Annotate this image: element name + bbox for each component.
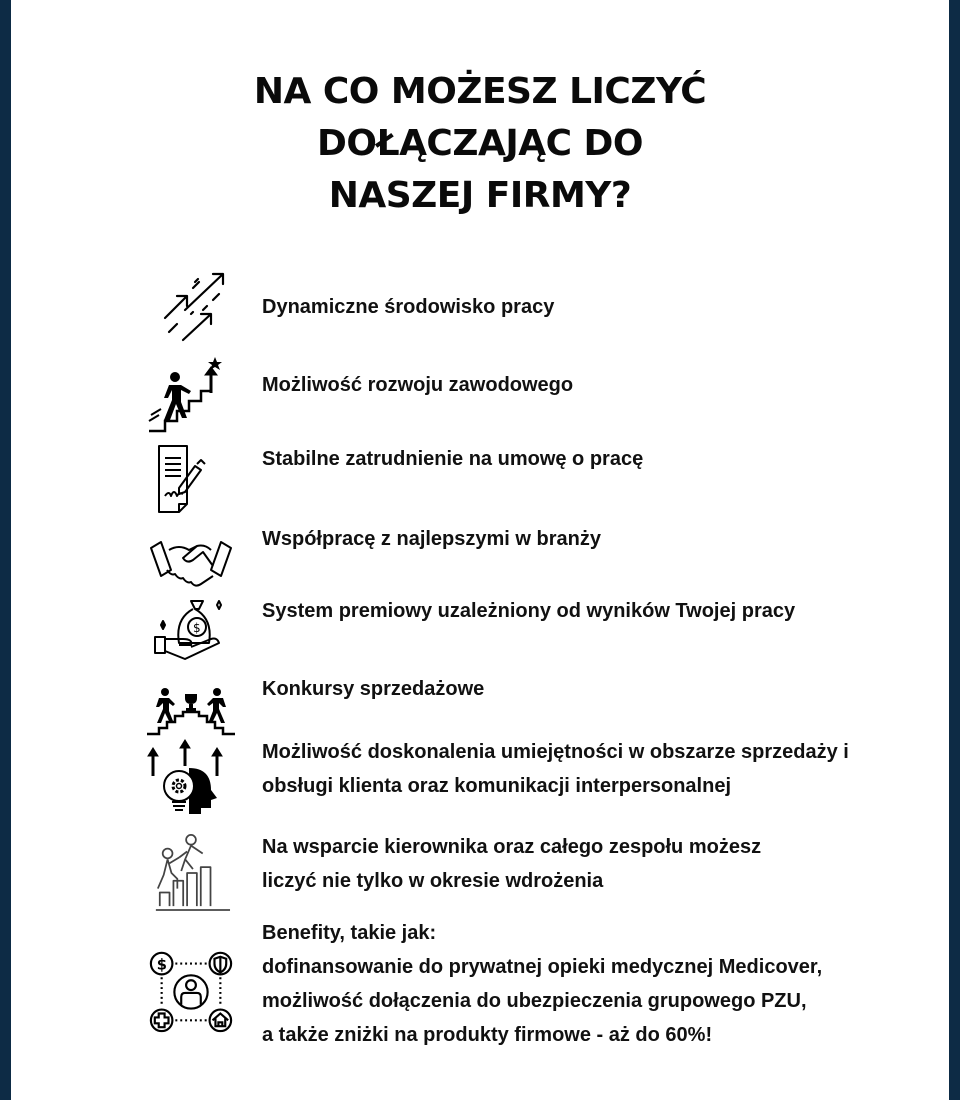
team-support-climb-icon: [145, 832, 237, 912]
benefit-text-line: obsługi klienta oraz komunikacji interpersonalnej: [262, 775, 732, 797]
contract-signing-icon: [145, 440, 237, 520]
benefit-text-line: Benefity, takie jak:: [262, 922, 437, 944]
money-bag-hand-icon: [145, 590, 237, 670]
career-stairs-star-icon: [145, 355, 237, 435]
benefit-text: System premiowy uzależniony od wyników Twojej pracy: [262, 600, 796, 622]
svg-text:$: $: [193, 621, 201, 635]
benefit-text: Stabilne zatrudnienie na umowę o pracę: [262, 448, 644, 470]
benefit-text: [262, 830, 761, 898]
page-card: [11, 0, 949, 1100]
page-title: [11, 66, 949, 222]
benefit-text: Dynamiczne środowisko pracy: [262, 296, 555, 318]
benefit-text: [262, 916, 822, 1052]
benefit-text-line: możliwość dołączenia do ubezpieczenia grupowego PZU,: [262, 990, 807, 1012]
title-line: NASZEJ FIRMY?: [328, 175, 632, 216]
benefit-text: Możliwość rozwoju zawodowego: [262, 374, 574, 396]
title-line: NA CO MOŻESZ LICZYĆ: [253, 71, 707, 112]
benefit-text-line: Możliwość doskonalenia umiejętności w obszarze sprzedaży i: [262, 741, 849, 763]
title-line: DOŁĄCZAJĄC DO: [316, 123, 644, 164]
benefit-text: Współpracę z najlepszymi w branży: [262, 528, 601, 550]
benefit-text: Konkursy sprzedażowe: [262, 678, 485, 700]
benefit-text-line: liczyć nie tylko w okresie wdrożenia: [262, 870, 604, 892]
head-lightbulb-gear-icon: [145, 738, 237, 818]
benefit-text-line: a także zniżki na produkty firmowe - aż do 60%!: [262, 1024, 713, 1046]
rising-arrows-icon: [145, 270, 237, 350]
benefit-text-line: dofinansowanie do prywatnej opieki medycznej Medicover,: [262, 956, 823, 978]
benefit-text: [262, 735, 849, 803]
svg-text:$: $: [156, 956, 167, 974]
benefits-network-icon: [145, 946, 237, 1036]
benefit-text-line: Na wsparcie kierownika oraz całego zespołu możesz: [262, 836, 762, 858]
